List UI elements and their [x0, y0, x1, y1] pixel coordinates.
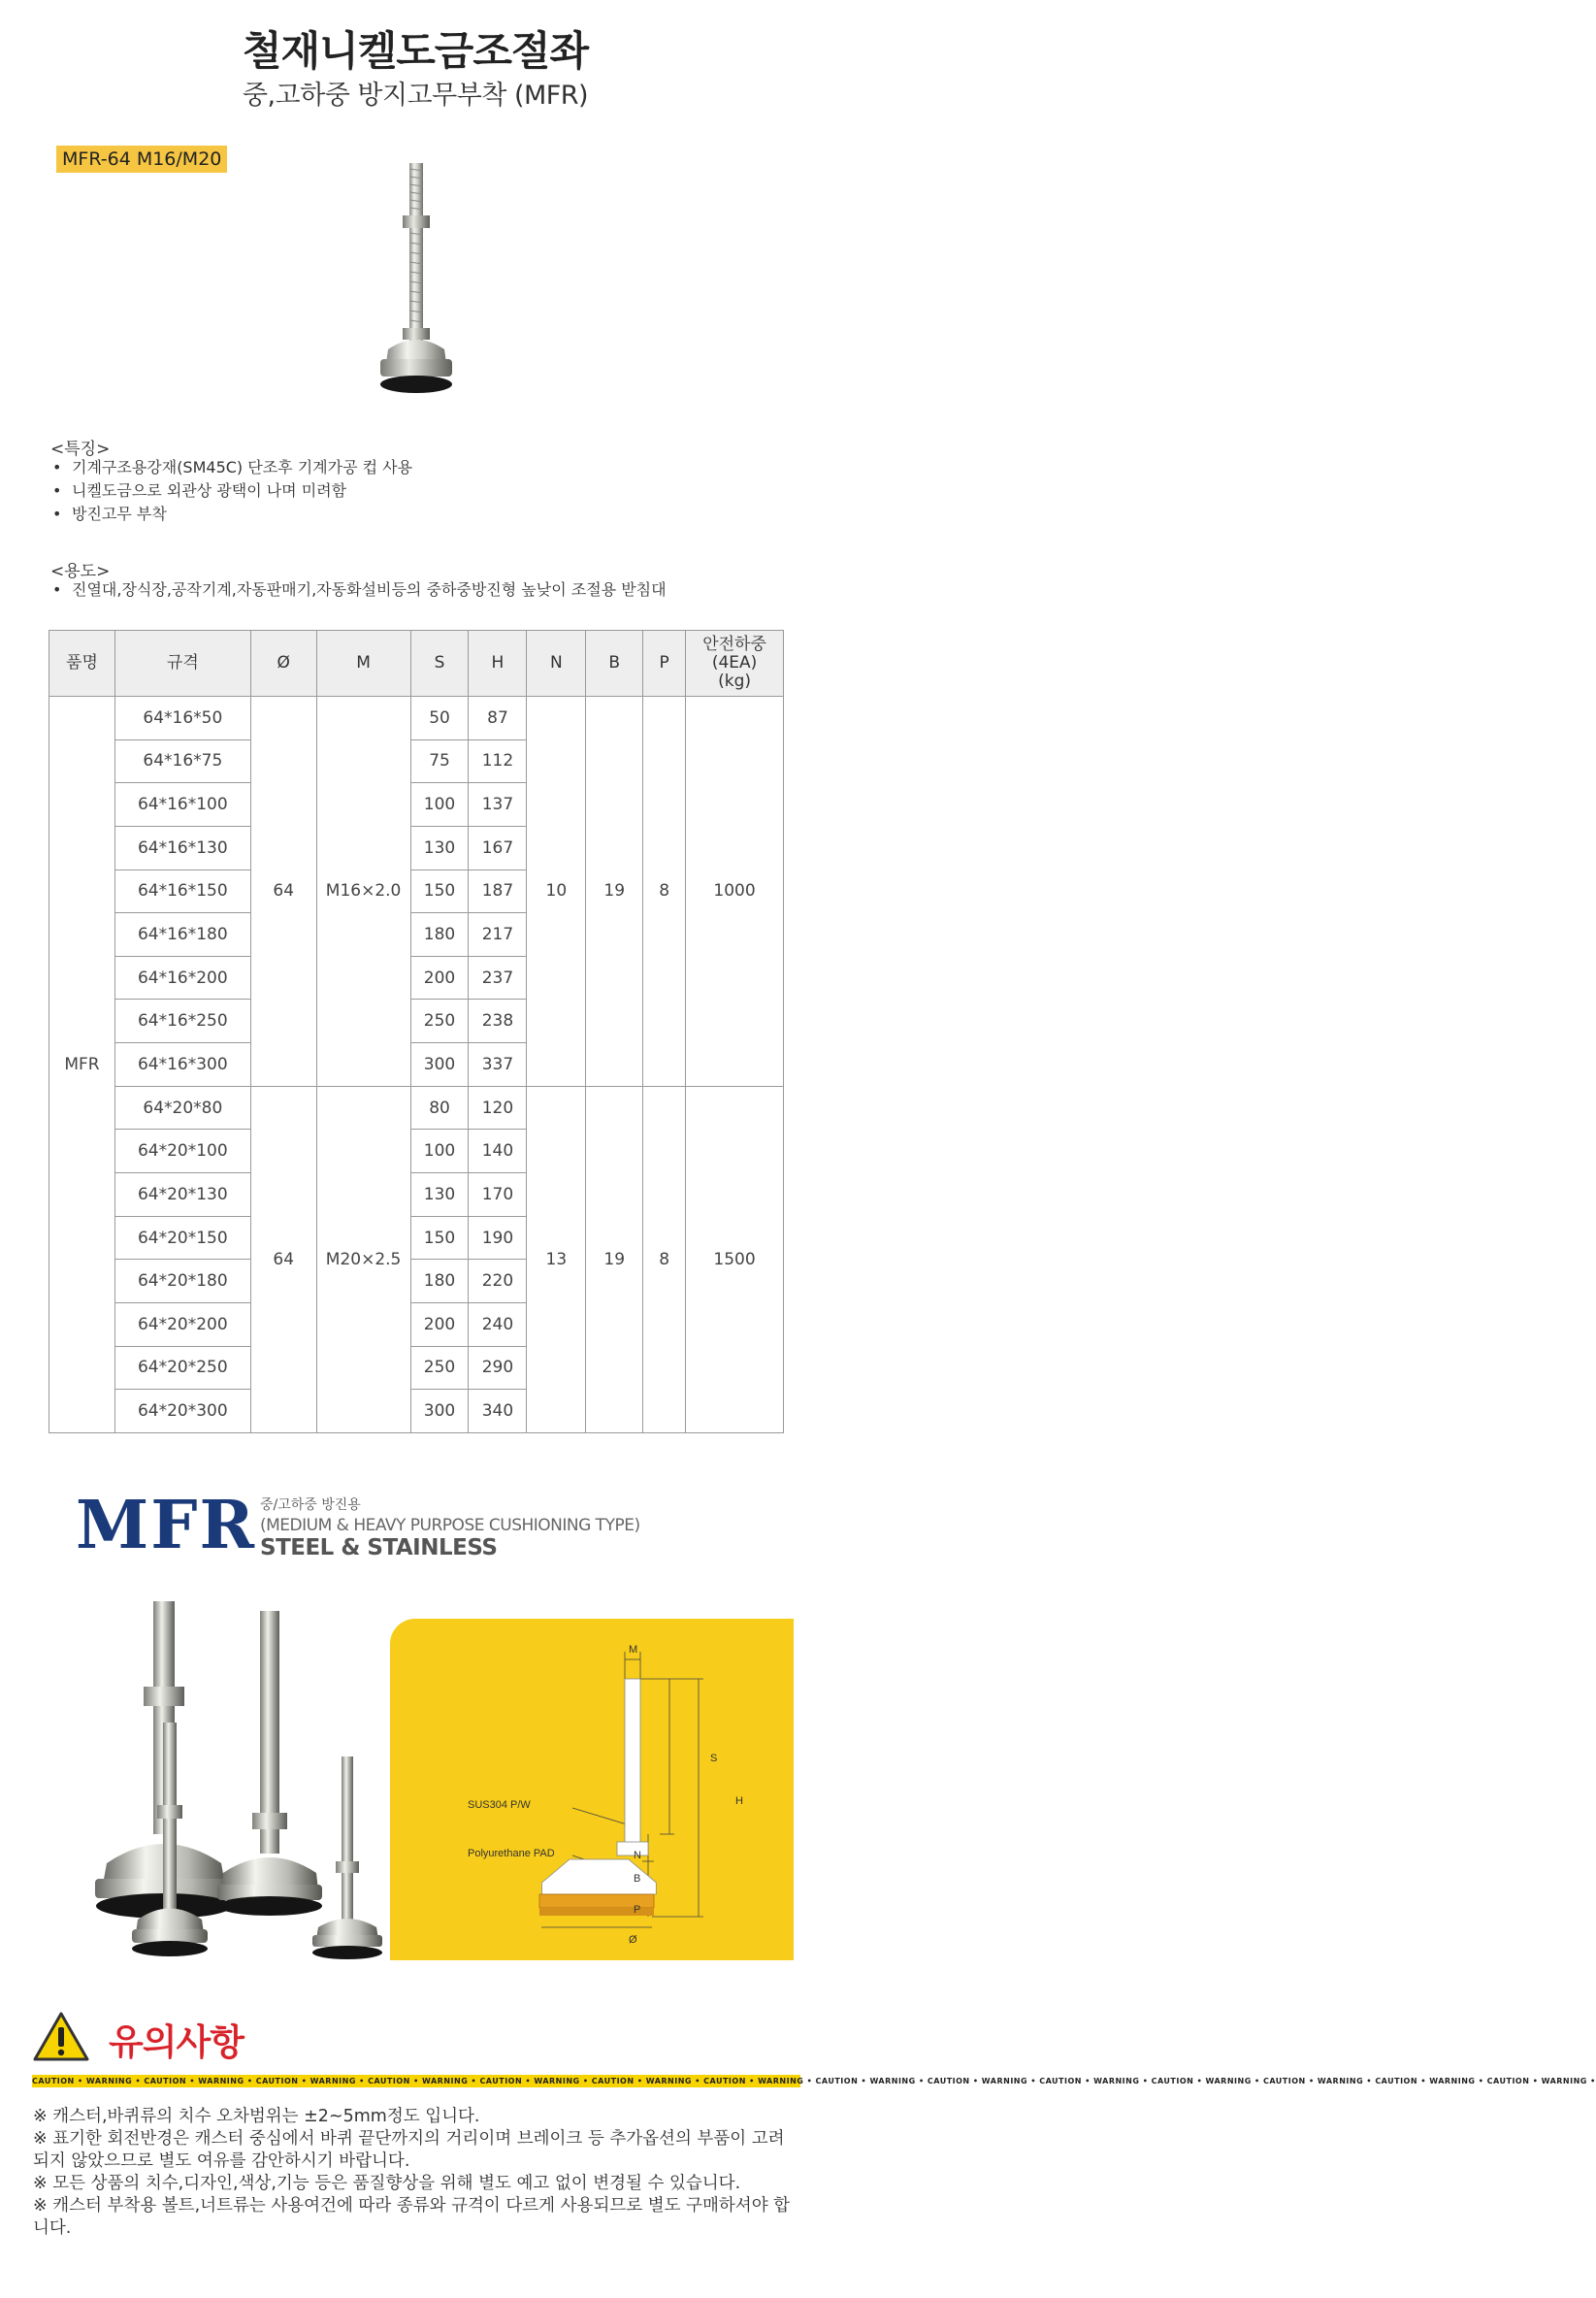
- cell-spec: 64*20*180: [114, 1260, 250, 1303]
- cell-product: MFR: [49, 697, 115, 1433]
- cell-spec: 64*16*180: [114, 913, 250, 957]
- warning-icon: [32, 2011, 90, 2063]
- cell-n: 10: [527, 697, 586, 1087]
- cell-s: 250: [410, 1346, 469, 1390]
- mfr-logo: MFR: [76, 1487, 257, 1564]
- cell-spec: 64*16*50: [114, 697, 250, 740]
- note-item: ※ 캐스터 부착용 볼트,너트류는 사용여건에 따라 종류와 규격이 다르게 사용되므로 별도 구매하셔야 합니다.: [33, 2196, 791, 2238]
- dim-label-h: H: [735, 1795, 743, 1807]
- caution-strip: CAUTION • WARNING • CAUTION • WARNING • CAUTION • WARNING • CAUTION • WARNING • CAUTION • WARNING • CAUTION • WARNING • CAUTION • WARNING • CAUTION • WARNING • CAUTION • WARNING • CAUTION • WARNING • CAUTION • WARNING • CAUTION • WARNING • CAUTION • WARNING • CAUTION • WARNING •: [32, 2077, 1596, 2085]
- col-header-name: 품명: [49, 631, 115, 697]
- cell-spec: 64*20*200: [114, 1302, 250, 1346]
- feature-item: • 기계구조용강재(SM45C) 단조후 기계가공 컵 사용: [50, 456, 412, 479]
- feature-item: • 니켈도금으로 외관상 광택이 나며 미려함: [50, 479, 412, 503]
- cell-b: 19: [586, 697, 643, 1087]
- cell-h: 190: [469, 1216, 527, 1260]
- cell-spec: 64*16*250: [114, 1000, 250, 1043]
- usage-list: [50, 578, 667, 602]
- cell-spec: 64*20*100: [114, 1130, 250, 1173]
- cell-spec: 64*16*130: [114, 826, 250, 870]
- cell-s: 200: [410, 1302, 469, 1346]
- col-header-spec: 규격: [114, 631, 250, 697]
- col-header-load: 안전하중 (4EA) (kg): [686, 631, 784, 697]
- spec-table: [49, 630, 784, 1433]
- cell-h: 187: [469, 870, 527, 913]
- cell-spec: 64*16*300: [114, 1043, 250, 1087]
- cell-h: 290: [469, 1346, 527, 1390]
- cell-spec: 64*20*150: [114, 1216, 250, 1260]
- col-header-n: N: [527, 631, 586, 697]
- page-title: 철재니켈도금조절좌: [242, 27, 589, 75]
- cell-h: 217: [469, 913, 527, 957]
- cell-s: 300: [410, 1043, 469, 1087]
- table-row: [49, 1086, 784, 1130]
- technical-diagram: [543, 1640, 776, 1941]
- products-illustration: [97, 1601, 446, 1980]
- col-header-s: S: [410, 631, 469, 697]
- cell-s: 100: [410, 783, 469, 827]
- cell-h: 238: [469, 1000, 527, 1043]
- note-item: ※ 모든 상품의 치수,디자인,색상,기능 등은 품질향상을 위해 별도 예고 없이 변경될 수 있습니다.: [33, 2174, 741, 2193]
- cell-h: 220: [469, 1260, 527, 1303]
- dim-label-n: N: [634, 1850, 641, 1861]
- cell-h: 237: [469, 956, 527, 1000]
- cell-h: 140: [469, 1130, 527, 1173]
- cell-h: 340: [469, 1390, 527, 1433]
- cell-spec: 64*20*80: [114, 1086, 250, 1130]
- cell-h: 240: [469, 1302, 527, 1346]
- cell-h: 337: [469, 1043, 527, 1087]
- cell-load: 1500: [686, 1086, 784, 1432]
- cell-s: 130: [410, 1173, 469, 1217]
- cell-spec: 64*20*300: [114, 1390, 250, 1433]
- cell-s: 50: [410, 697, 469, 740]
- caution-notes: [33, 2106, 799, 2240]
- cell-s: 150: [410, 870, 469, 913]
- cell-b: 19: [586, 1086, 643, 1432]
- cell-spec: 64*20*130: [114, 1173, 250, 1217]
- cell-n: 13: [527, 1086, 586, 1432]
- cell-s: 300: [410, 1390, 469, 1433]
- note-item: ※ 캐스터,바퀴류의 치수 오차범위는 ±2~5mm정도 입니다.: [33, 2107, 480, 2126]
- dim-label-diameter: Ø: [629, 1934, 637, 1946]
- cell-spec: 64*16*100: [114, 783, 250, 827]
- cell-h: 120: [469, 1086, 527, 1130]
- cell-s: 200: [410, 956, 469, 1000]
- cell-load: 1000: [686, 697, 784, 1087]
- cell-thread: M16×2.0: [316, 697, 410, 1087]
- cell-thread: M20×2.5: [316, 1086, 410, 1432]
- cell-s: 180: [410, 913, 469, 957]
- cell-s: 100: [410, 1130, 469, 1173]
- col-header-m: M: [316, 631, 410, 697]
- cell-h: 137: [469, 783, 527, 827]
- brand-line-2: (MEDIUM & HEAVY PURPOSE CUSHIONING TYPE): [260, 1516, 640, 1535]
- features-heading: <특징>: [50, 440, 111, 459]
- cell-s: 150: [410, 1216, 469, 1260]
- cell-h: 112: [469, 739, 527, 783]
- pad-label: Polyurethane PAD: [468, 1848, 555, 1859]
- cell-s: 130: [410, 826, 469, 870]
- cell-h: 170: [469, 1173, 527, 1217]
- cell-diameter: 64: [250, 1086, 316, 1432]
- col-header-diameter: Ø: [250, 631, 316, 697]
- col-header-b: B: [586, 631, 643, 697]
- dim-label-m: M: [629, 1644, 638, 1656]
- model-tag: MFR-64 M16/M20: [56, 146, 227, 173]
- cell-h: 87: [469, 697, 527, 740]
- col-header-p: P: [643, 631, 686, 697]
- cell-h: 167: [469, 826, 527, 870]
- cell-s: 80: [410, 1086, 469, 1130]
- cell-spec: 64*16*200: [114, 956, 250, 1000]
- spec-table-body: [49, 697, 784, 1433]
- material-label: SUS304 P/W: [468, 1799, 531, 1811]
- features-list: [50, 456, 412, 526]
- cell-s: 180: [410, 1260, 469, 1303]
- brand-line-3: STEEL & STAINLESS: [260, 1535, 498, 1560]
- usage-item: • 진열대,장식장,공작기계,자동판매기,자동화설비등의 중하중방진형 높낮이 조절용 받침대: [50, 578, 667, 602]
- usage-heading: <용도>: [50, 562, 111, 581]
- cell-spec: 64*20*250: [114, 1346, 250, 1390]
- col-header-h: H: [469, 631, 527, 697]
- product-photo: [349, 155, 485, 398]
- table-row: [49, 697, 784, 740]
- note-item: ※ 표기한 회전반경은 캐스터 중심에서 바퀴 끝단까지의 거리이며 브레이크 등 추가옵션의 부품이 고려되지 않았으므로 별도 여유를 감안하시기 바랍니다.: [33, 2129, 785, 2171]
- cell-spec: 64*16*75: [114, 739, 250, 783]
- brand-line-1: 중/고하중 방진용: [260, 1497, 361, 1513]
- cell-p: 8: [643, 697, 686, 1087]
- page-subtitle: 중,고하중 방지고무부착 (MFR): [242, 81, 589, 111]
- cell-spec: 64*16*150: [114, 870, 250, 913]
- dim-label-s: S: [710, 1753, 718, 1764]
- caution-title: 유의사항: [109, 2021, 244, 2063]
- cell-p: 8: [643, 1086, 686, 1432]
- dim-label-b: B: [634, 1873, 641, 1885]
- cell-s: 75: [410, 739, 469, 783]
- cell-s: 250: [410, 1000, 469, 1043]
- feature-item: • 방진고무 부착: [50, 503, 412, 526]
- dim-label-p: P: [634, 1904, 641, 1916]
- table-header-row: [49, 631, 784, 697]
- cell-diameter: 64: [250, 697, 316, 1087]
